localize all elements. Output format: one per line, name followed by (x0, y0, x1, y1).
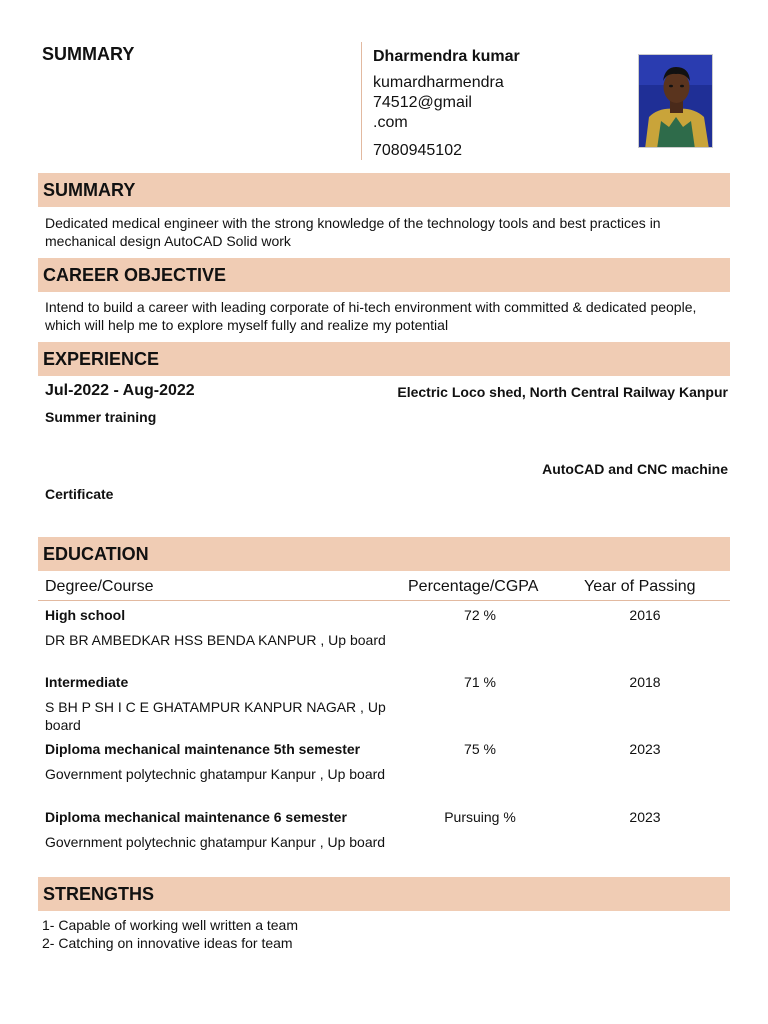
education-percentage: 75 % (464, 741, 496, 757)
education-degree: Intermediate (45, 674, 129, 690)
profile-photo (638, 54, 713, 148)
education-year: 2023 (629, 741, 661, 757)
email-line-1: kumardharmendra (373, 74, 504, 91)
education-institution: Government polytechnic ghatampur Kanpur , Up board (45, 766, 386, 782)
top-summary-heading: SUMMARY (42, 44, 135, 64)
education-year: 2023 (629, 809, 661, 825)
phone-number: 7080945102 (373, 142, 462, 159)
education-degree: Diploma mechanical maintenance 5th semester (45, 741, 361, 757)
experience-organization: Electric Loco shed, North Central Railway Kanpur (397, 384, 728, 400)
experience-section-header: EXPERIENCE (38, 342, 730, 376)
summary-text: Dedicated medical engineer with the strong knowledge of the technology tools and best practices in mechanical design AutoCAD Solid work (45, 215, 661, 249)
column-year: Year of Passing (584, 578, 696, 595)
experience-date: Jul-2022 - Aug-2022 (45, 382, 195, 399)
summary-section-header: SUMMARY (38, 173, 730, 207)
strength-item: 2- Catching on innovative ideas for team (42, 935, 293, 951)
header-divider (361, 42, 362, 160)
column-degree: Degree/Course (45, 578, 154, 595)
experience-certificate: Certificate (45, 486, 114, 502)
education-institution: S BH P SH I C E GHATAMPUR KANPUR NAGAR , Up board (45, 699, 386, 733)
experience-skills: AutoCAD and CNC machine (542, 461, 728, 477)
education-section-header: EDUCATION (38, 537, 730, 571)
strengths-list (42, 916, 298, 952)
objective-section-header: CAREER OBJECTIVE (38, 258, 730, 292)
experience-role: Summer training (45, 409, 157, 425)
education-institution: Government polytechnic ghatampur Kanpur , Up board (45, 834, 386, 850)
education-percentage: 71 % (464, 674, 496, 690)
objective-text: Intend to build a career with leading corporate of hi-tech environment with committed & dedicated people, which will help me to explore myself fully and realize my potential (45, 299, 697, 333)
education-degree: High school (45, 607, 126, 623)
candidate-name: Dharmendra kumar (373, 48, 520, 65)
column-percentage: Percentage/CGPA (408, 578, 539, 595)
education-degree: Diploma mechanical maintenance 6 semester (45, 809, 347, 825)
education-year: 2016 (629, 607, 661, 623)
person-photo-icon (639, 55, 713, 148)
education-percentage: 72 % (464, 607, 496, 623)
education-percentage: Pursuing % (444, 809, 516, 825)
education-institution: DR BR AMBEDKAR HSS BENDA KANPUR , Up board (45, 632, 386, 648)
contact-block (373, 47, 593, 161)
email-line-2: 74512@gmail (373, 94, 472, 111)
strengths-section-header: STRENGTHS (38, 877, 730, 911)
strength-item: 1- Capable of working well written a team (42, 917, 299, 933)
education-year: 2018 (629, 674, 661, 690)
email-line-3: .com (373, 114, 408, 131)
education-table-header (38, 576, 730, 601)
